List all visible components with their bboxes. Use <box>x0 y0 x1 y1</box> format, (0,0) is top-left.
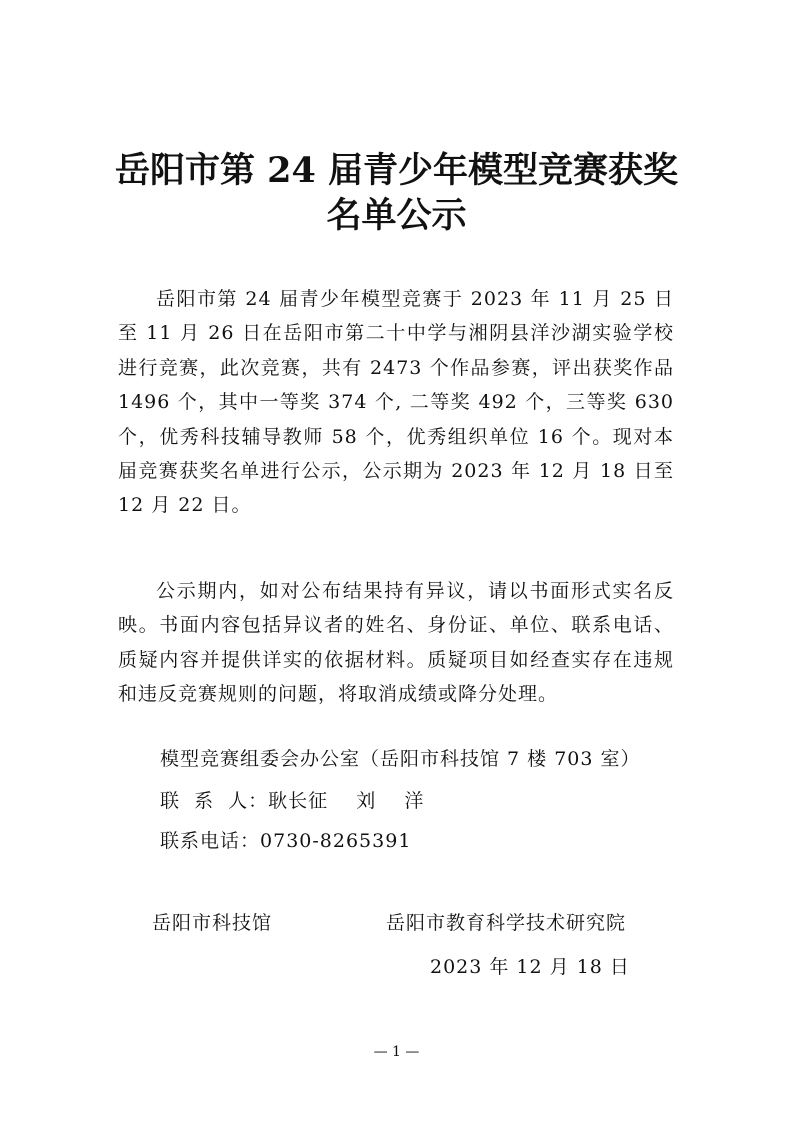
phone-label: 联系电话： <box>160 830 261 852</box>
contact-line <box>160 784 424 818</box>
phone-number: 0730-8265391 <box>260 830 412 852</box>
contact-person-2: 刘 洋 <box>356 790 425 812</box>
issuer-org-1: 岳阳市科技馆 <box>152 912 273 934</box>
document-title-line-1: 岳阳市第 24 届青少年模型竞赛获奖 <box>114 150 679 191</box>
issue-date: 2023 年 12 月 18 日 <box>430 956 630 978</box>
contact-label: 联 系 人： <box>160 790 269 812</box>
body-paragraph-1: 岳阳市第 24 届青少年模型竞赛于 2023 年 11 月 25 日至 11 月 26 日在岳阳市第二十中学与湘阴县洋沙湖实验学校进行竞赛，此次竞赛，共有 2473 个作品参赛，评出获奖作品 1496 个，其中一等奖 374 个, 二等奖 492 个，三等奖 630 个，优秀科技辅导教师 58 个，优秀组织单位 16 个。现对本届竞赛获奖名单进行公示，公示期为 2023 年 12 月 18 日至 12 月 22 日。 <box>118 288 674 517</box>
page-number: — 1 — <box>373 1044 420 1060</box>
phone-line <box>160 824 411 858</box>
contact-person-1: 耿长征 <box>268 790 329 812</box>
office-line: 模型竞赛组委会办公室（岳阳市科技馆 7 楼 703 室） <box>160 748 641 770</box>
body-paragraph-2-container <box>118 574 674 712</box>
body-paragraph-2: 公示期内，如对公布结果持有异议，请以书面形式实名反映。书面内容包括异议者的姓名、身份证、单位、联系电话、质疑内容并提供详实的依据材料。质疑项目如经查实存在违规和违反竞赛规则的问题，将取消成绩或降分处理。 <box>118 580 674 706</box>
body-paragraph-1-container <box>118 282 674 523</box>
document-title-line-2: 名单公示 <box>326 195 467 236</box>
issuer-org-2: 岳阳市教育科学技术研究院 <box>386 912 627 934</box>
